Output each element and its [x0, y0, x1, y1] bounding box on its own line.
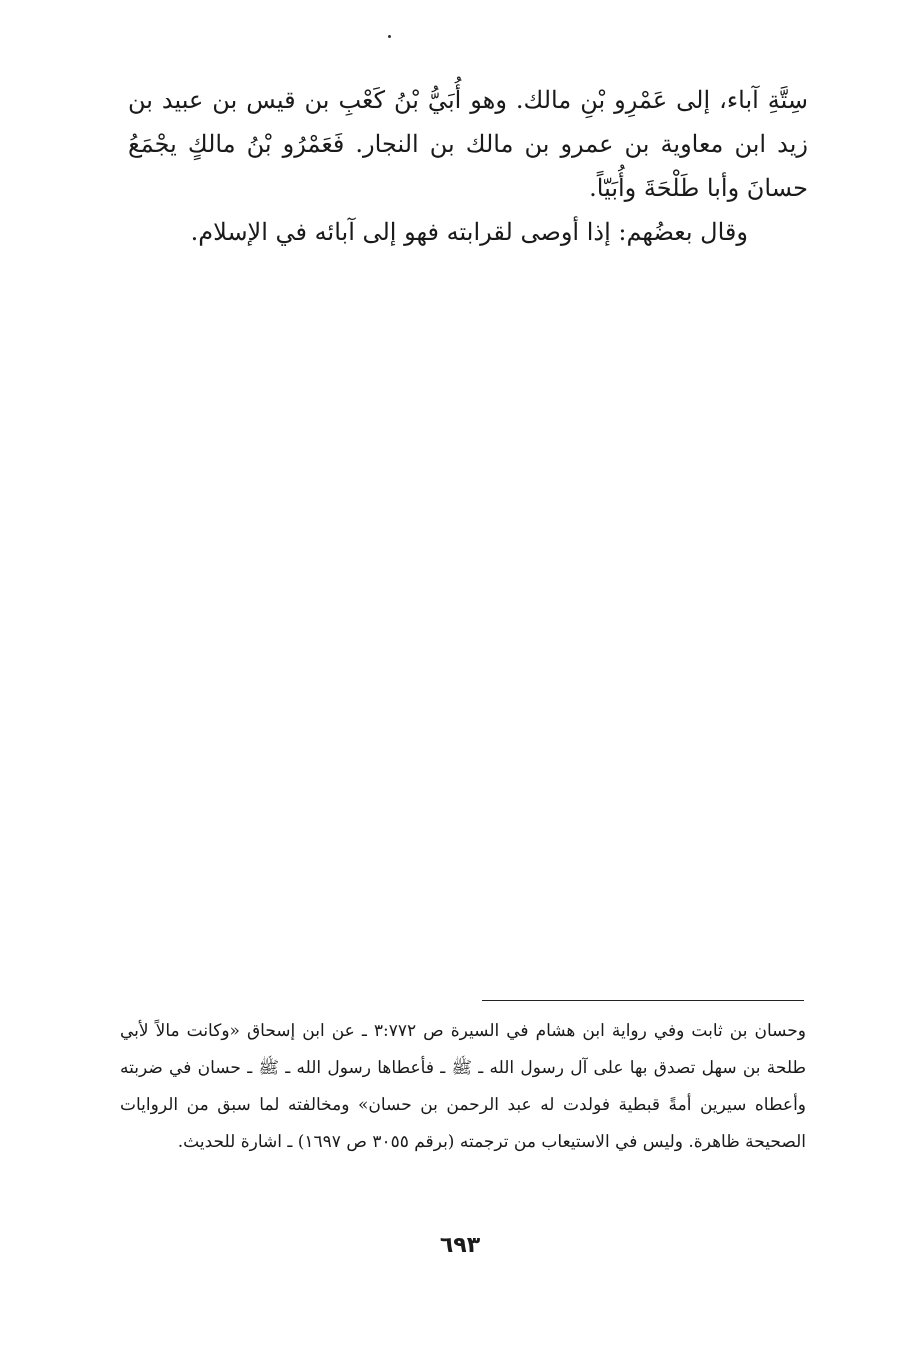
- print-speck: [388, 35, 391, 38]
- footnote-separator: [482, 1000, 804, 1001]
- page-number: ٦٩٣: [439, 1233, 481, 1258]
- footnote-block: [120, 1013, 806, 1161]
- paragraph-1: سِتَّةِ آباء، إلى عَمْرِو بْنِ مالك. وهو أُبَيُّ بْنُ كَعْبِ بن قيس بن عبيد بن زيد ابن معاوية بن عمرو بن مالك بن النجار. فَعَمْرُو بْنُ مالكٍ يجْمَعُ حسانَ وأبا طَلْحَةَ وأُبَيّاً.: [128, 86, 808, 202]
- paragraph-2: وقال بعضُهم: إذا أوصى لقرابته فهو إلى آبائه في الإسلام.: [190, 218, 748, 246]
- main-text-block: [128, 78, 808, 254]
- footnote-text: وحسان بن ثابت وفي رواية ابن هشام في السيرة ص ٣:٧٧٢ ـ عن ابن إسحاق «وكانت مالاً لأبي طلحة بن سهل تصدق بها على آل رسول الله ـ ﷺ ـ فأعطاها رسول الله ـ ﷺ ـ حسان في ضربته وأعطاه سيرين أمةً قبطية فولدت له عبد الرحمن بن حسان» ومخالفته لما سبق من الروايات الصحيحة ظاهرة. وليس في الاستيعاب من ترجمته (برقم ٣٠٥٥ ص ١٦٩٧) ـ اشارة للحديث.: [120, 1021, 807, 1152]
